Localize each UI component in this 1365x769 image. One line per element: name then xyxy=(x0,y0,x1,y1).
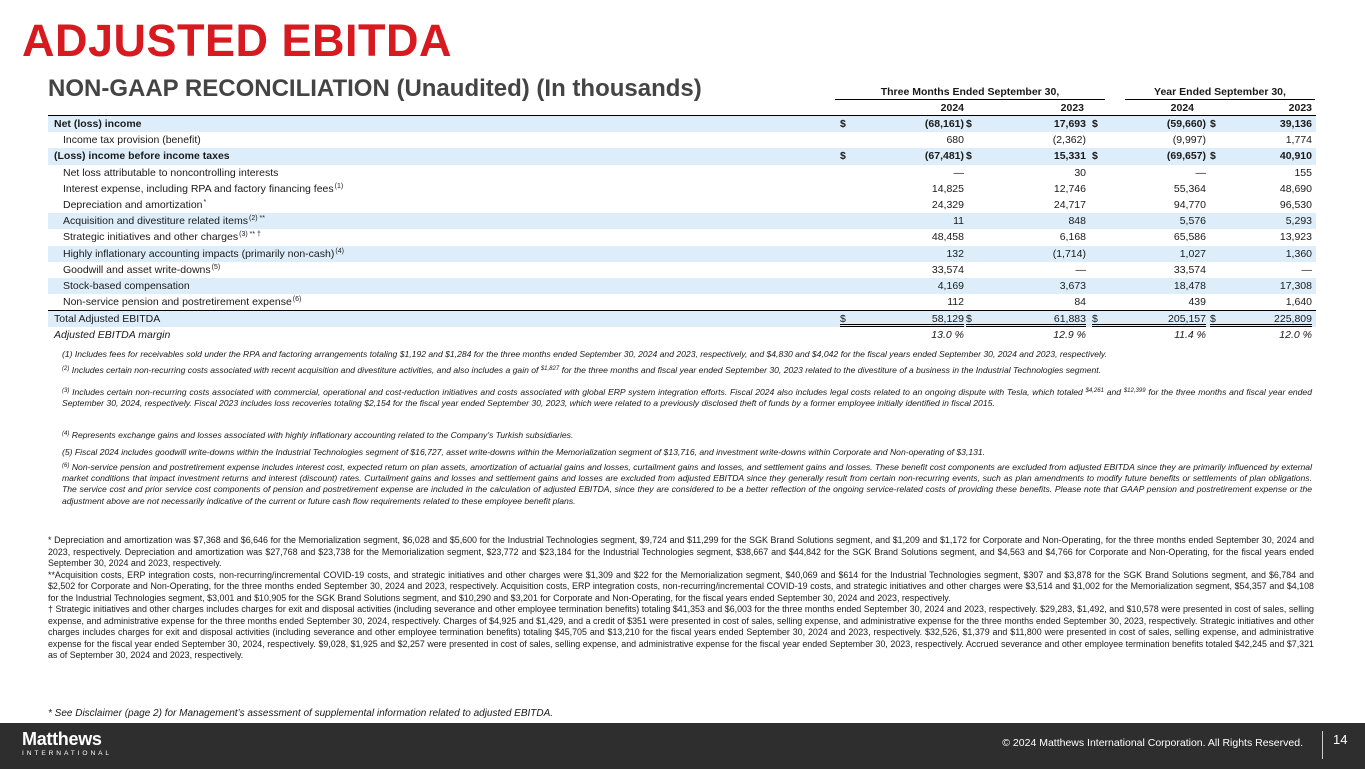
cell-value: 1,774 xyxy=(1285,134,1312,147)
value-cell xyxy=(840,165,964,181)
currency-symbol: $ xyxy=(1092,313,1098,326)
note-acquisition: **Acquisition costs, ERP integration costs, non-recurring/incremental COVID-19 costs, and strategic initiatives and other charges were $1,309 and $22 for the Memorialization segment, $40,069 and $614 for the Industrial Technologies segment, $307 and $3,878 for the SGK Brand Solutions segment, and $6,784 and $2,502 for Corporate and Non-Operating, for the three months ended September 30, 2024 and 2023, respectively. Acquisition costs, ERP integration costs, non-recurring/incremental COVID-19 costs, and strategic initiatives and other charges were $3,514 and $1,002 for the Memorialization segment, $54,357 and $4,108 for the Industrial Technologies segment, $3,001 and $10,905 for the SGK Brand Solutions segment, and $10,290 and $3,201 for Corporate and Non-Operating, for the fiscal years ended September 30, 2024 and 2023, respectively. xyxy=(48,569,1314,603)
cell-value: 132 xyxy=(946,247,964,260)
value-cell xyxy=(966,278,1086,294)
footnote-3 xyxy=(62,387,1312,409)
footnote-ref: * xyxy=(203,198,207,206)
value-cell xyxy=(1210,229,1312,245)
cell-value: 30 xyxy=(1074,166,1086,179)
footnote-text: for the three months and fiscal year ended September 30, 2023 related to the divestiture of a business in the Industrial Technologies segment. xyxy=(559,365,1102,375)
footnote-marker: (6) xyxy=(62,463,70,469)
currency-symbol: $ xyxy=(1092,118,1098,130)
cell-value: (59,660) xyxy=(1166,118,1206,130)
currency-symbol: $ xyxy=(840,150,846,163)
period-header-year: Year Ended September 30, xyxy=(1125,86,1315,100)
cell-value: 14,825 xyxy=(931,182,964,195)
value-cell xyxy=(840,229,964,245)
cell-value: 5,293 xyxy=(1285,215,1312,228)
value-cell xyxy=(1092,229,1206,245)
logo-name: Matthews xyxy=(22,729,102,749)
cell-value: — xyxy=(953,166,964,179)
row-label xyxy=(54,311,160,327)
table-row xyxy=(48,116,1316,132)
value-cell xyxy=(840,246,964,262)
row-label-text: Non-service pension and postretirement expense xyxy=(63,296,292,309)
currency-symbol: $ xyxy=(1210,150,1216,163)
cell-value: 6,168 xyxy=(1059,231,1086,244)
cell-value: 24,717 xyxy=(1053,198,1086,211)
currency-symbol: $ xyxy=(840,313,846,326)
cell-value: 680 xyxy=(946,134,964,147)
row-label-text: Income tax provision (benefit) xyxy=(63,134,201,147)
value-cell xyxy=(1210,197,1312,213)
value-cell xyxy=(966,181,1086,197)
value-cell xyxy=(840,132,964,148)
cell-value: 84 xyxy=(1074,296,1086,309)
cell-value: (69,657) xyxy=(1166,150,1206,163)
table-row xyxy=(48,327,1316,343)
footer xyxy=(0,723,1365,769)
table-row xyxy=(48,213,1316,229)
cell-value: 40,910 xyxy=(1279,150,1312,163)
value-cell xyxy=(1092,181,1206,197)
value-cell xyxy=(840,327,964,343)
cell-value: — xyxy=(1195,166,1206,179)
value-cell xyxy=(1092,262,1206,278)
value-cell xyxy=(1092,165,1206,181)
value-cell xyxy=(966,132,1086,148)
row-label xyxy=(54,116,142,132)
table-row xyxy=(48,294,1316,310)
row-label-text: Strategic initiatives and other charges xyxy=(63,231,239,244)
value-cell xyxy=(1092,278,1206,294)
value-cell xyxy=(1092,132,1206,148)
cell-value: 1,027 xyxy=(1179,247,1206,260)
value-cell xyxy=(840,311,964,327)
row-label xyxy=(63,132,201,148)
cell-value: 65,586 xyxy=(1173,231,1206,244)
row-label-text: Acquisition and divestiture related items xyxy=(63,215,249,228)
value-cell xyxy=(840,262,964,278)
value-cell xyxy=(1092,197,1206,213)
value-cell xyxy=(1210,213,1312,229)
cell-value: 4,169 xyxy=(937,279,964,292)
currency-symbol: $ xyxy=(966,118,972,130)
footnote-1: (1) Includes fees for receivables sold under the RPA and factoring arrangements totaling $1,192 and $1,284 for the three months ended September 30, 2024 and 2023, respectively, and $4,830 and $4,042 for the fiscal years ended September 30, 2024 and 2023, respectively. xyxy=(62,349,1107,359)
footnote-ref: (3) ** † xyxy=(239,231,261,239)
cell-value: 12.9 % xyxy=(1053,329,1086,342)
year-header: 2023 xyxy=(1060,102,1084,114)
value-cell xyxy=(966,116,1086,132)
currency-symbol: $ xyxy=(966,150,972,163)
row-label xyxy=(54,327,170,343)
table-row xyxy=(48,181,1316,197)
value-cell xyxy=(966,197,1086,213)
year-header-row xyxy=(48,99,1316,116)
supplemental-notes xyxy=(48,535,1314,662)
table-row xyxy=(48,262,1316,278)
footer-divider xyxy=(1322,731,1323,759)
value-cell xyxy=(840,181,964,197)
period-header-row xyxy=(48,84,1316,99)
cell-value: 11.4 % xyxy=(1174,329,1206,342)
footnote-amount: $12,399 xyxy=(1123,388,1146,394)
row-label xyxy=(63,197,206,213)
value-cell xyxy=(1210,165,1312,181)
table-body xyxy=(48,116,1316,344)
year-header: 2024 xyxy=(1170,102,1194,114)
row-label-text: Total Adjusted EBITDA xyxy=(54,313,161,326)
row-label-text: Net (loss) income xyxy=(54,118,142,130)
table-row xyxy=(48,165,1316,181)
row-label-text: Interest expense, including RPA and factory financing fees xyxy=(63,182,334,195)
cell-value: 48,458 xyxy=(931,231,964,244)
cell-value: 96,530 xyxy=(1279,198,1312,211)
cell-value: — xyxy=(1075,263,1086,276)
currency-symbol: $ xyxy=(1092,150,1098,163)
logo-subtitle: INTERNATIONAL xyxy=(22,750,112,757)
cell-value: (68,161) xyxy=(924,118,964,130)
value-cell xyxy=(966,294,1086,310)
footnote-amount: $4,261 xyxy=(1085,388,1104,394)
row-label-text: Goodwill and asset write-downs xyxy=(63,263,211,276)
year-header: 2024 xyxy=(940,102,964,114)
value-cell xyxy=(1210,148,1312,164)
disclaimer: * See Disclaimer (page 2) for Management’s assessment of supplemental information related to adjusted EBITDA. xyxy=(48,708,554,719)
cell-value: 225,809 xyxy=(1274,313,1312,326)
value-cell xyxy=(840,148,964,164)
row-label-text: Depreciation and amortization xyxy=(63,198,203,211)
value-cell xyxy=(840,116,964,132)
row-label xyxy=(63,229,261,245)
value-cell xyxy=(1092,311,1206,327)
table-row xyxy=(48,310,1316,327)
footnote-ref: (1) xyxy=(334,182,344,190)
value-cell xyxy=(1092,294,1206,310)
value-cell xyxy=(1210,246,1312,262)
value-cell xyxy=(966,165,1086,181)
page-number: 14 xyxy=(1333,732,1348,747)
row-label xyxy=(63,213,265,229)
value-cell xyxy=(1092,327,1206,343)
value-cell xyxy=(1092,116,1206,132)
value-cell xyxy=(840,294,964,310)
cell-value: 17,693 xyxy=(1053,118,1086,130)
reconciliation-table xyxy=(48,84,1316,344)
note-depreciation: * Depreciation and amortization was $7,368 and $6,646 for the Memorialization segment, $6,028 and $5,600 for the Industrial Technologies segment, $9,724 and $11,299 for the SGK Brand Solutions segment, and $1,209 and $1,172 for Corporate and Non-Operating, for the three months ended September 30, 2024 and 2023, respectively. Depreciation and amortization was $27,768 and $23,738 for the Memorialization segment, $23,772 and $23,184 for the Industrial Technologies segment, $38,667 and $44,842 for the SGK Brand Solutions segment, and $4,563 and $4,766 for Corporate and Non-Operating, for the fiscal years ended September 30, 2024 and 2023, respectively. xyxy=(48,535,1314,568)
table-row xyxy=(48,229,1316,245)
currency-symbol: $ xyxy=(840,118,846,130)
cell-value: 24,329 xyxy=(931,198,964,211)
cell-value: 12,746 xyxy=(1053,182,1086,195)
currency-symbol: $ xyxy=(966,313,972,326)
value-cell xyxy=(1092,246,1206,262)
cell-value: 39,136 xyxy=(1279,118,1312,130)
cell-value: 112 xyxy=(947,296,964,309)
cell-value: 1,360 xyxy=(1285,247,1312,260)
row-label xyxy=(63,181,343,197)
cell-value: 55,364 xyxy=(1173,182,1206,195)
cell-value: 11 xyxy=(953,215,964,228)
cell-value: 17,308 xyxy=(1279,279,1312,292)
footnote-text: Non-service pension and postretirement expense includes interest cost, expected return on plan assets, amortization of actuarial gains and losses, curtailment gains and losses, and settlement gains and losses. These benefit cost components are excluded from adjusted EBITDA since they are primarily influenced by external market conditions that impact investment returns and interest (discount) rates. Curtailment gains and losses and settlement gains and losses are excluded from adjusted EBITDA since they generally result from certain non-recurring events, such as plan amendments to modify future benefits or settlements of plan obligations. The service cost and prior service cost components of pension and postretirement expense are included in the calculation of adjusted EBITDA, since they are considered to be a better reflection of the ongoing service-related costs of providing these benefits. Please note that GAAP pension and postretirement expense or the adjustment above are not necessarily indicative of the current or future cash flow requirements related to these employee benefit plans. xyxy=(62,462,1312,506)
cell-value: 33,574 xyxy=(931,263,964,276)
cell-value: 155 xyxy=(1294,166,1312,179)
cell-value: 18,478 xyxy=(1173,279,1206,292)
footnote-amount: $1,827 xyxy=(540,366,560,372)
table-row xyxy=(48,132,1316,148)
cell-value: 33,574 xyxy=(1173,263,1206,276)
year-header: 2023 xyxy=(1288,102,1312,114)
currency-symbol: $ xyxy=(1210,118,1216,130)
value-cell xyxy=(1210,278,1312,294)
table-row xyxy=(48,246,1316,262)
cell-value: 3,673 xyxy=(1059,279,1086,292)
cell-value: (67,481) xyxy=(924,150,964,163)
cell-value: 439 xyxy=(1188,296,1206,309)
cell-value: (2,362) xyxy=(1052,134,1086,147)
page-title: ADJUSTED EBITDA xyxy=(22,15,453,66)
footnote-ref: (4) xyxy=(335,247,344,255)
value-cell xyxy=(966,213,1086,229)
value-cell xyxy=(966,262,1086,278)
table-row xyxy=(48,278,1316,294)
value-cell xyxy=(1210,116,1312,132)
cell-value: 12.0 % xyxy=(1279,329,1312,342)
row-label-text: Adjusted EBITDA margin xyxy=(54,329,171,342)
cell-value: 205,157 xyxy=(1168,313,1206,326)
cell-value: 94,770 xyxy=(1173,198,1206,211)
cell-value: 1,640 xyxy=(1285,296,1312,309)
row-label-text: Net loss attributable to noncontrolling interests xyxy=(63,166,279,179)
footnote-ref: (2) ** xyxy=(249,215,265,223)
value-cell xyxy=(966,246,1086,262)
cell-value: (9,997) xyxy=(1172,134,1206,147)
footnote-ref: (6) xyxy=(292,296,302,304)
row-label xyxy=(63,278,190,294)
value-cell xyxy=(966,311,1086,327)
footnote-4 xyxy=(62,430,1312,441)
value-cell xyxy=(1210,327,1312,343)
footnote-text: Represents exchange gains and losses associated with highly inflationary accounting related to the Company's Turkish subsidiaries. xyxy=(69,430,574,440)
company-logo xyxy=(22,729,112,759)
value-cell xyxy=(840,213,964,229)
cell-value: — xyxy=(1301,263,1312,276)
row-label xyxy=(54,148,230,164)
cell-value: 848 xyxy=(1068,215,1086,228)
value-cell xyxy=(966,229,1086,245)
period-header-three-months: Three Months Ended September 30, xyxy=(835,86,1105,100)
footnote-marker: (3) xyxy=(62,388,70,394)
footnote-text: Includes certain non-recurring costs associated with commercial, operational and cost-reduction initiatives and costs associated with global ERP system integration efforts. Fiscal 2024 also includes legal costs related to an ongoing dispute with Tesla, which totaled xyxy=(69,387,1086,397)
cell-value: 13.0 % xyxy=(931,329,964,342)
cell-value: 58,129 xyxy=(931,313,964,326)
value-cell xyxy=(840,197,964,213)
cell-value: 5,576 xyxy=(1179,215,1206,228)
row-label xyxy=(63,262,220,278)
row-label-text: Highly inflationary accounting impacts (primarily non-cash) xyxy=(63,247,335,260)
row-label-text: Stock-based compensation xyxy=(63,279,190,292)
value-cell xyxy=(1092,148,1206,164)
footnote-2 xyxy=(62,365,1312,376)
currency-symbol: $ xyxy=(1210,313,1216,326)
value-cell xyxy=(1210,262,1312,278)
footnote-marker: (2) xyxy=(62,366,70,372)
footnote-text: Includes certain non-recurring costs associated with recent acquisition and divestiture activities, and also includes a gain of xyxy=(69,365,541,375)
row-label xyxy=(63,165,278,181)
cell-value: 61,883 xyxy=(1053,313,1086,326)
copyright: © 2024 Matthews International Corporation. All Rights Reserved. xyxy=(1002,737,1303,749)
footnote-5: (5) Fiscal 2024 includes goodwill write-downs within the Industrial Technologies segment of $16,727, asset write-downs within the Memorialization segment of $13,716, and investment write-downs within Corporate and Non-operating of $3,131. xyxy=(62,447,986,457)
value-cell xyxy=(1210,311,1312,327)
note-strategic: † Strategic initiatives and other charges includes charges for exit and disposal activities (including severance and other employee termination benefits) totaling $41,353 and $6,003 for the three months ended September 30, 2024 and 2023, respectively. $29,283, $1,492, and $10,578 were presented in cost of sales, selling expense, and administrative expense for the three months ended September 30, 2024, respectively. Charges of $4,925 and $1,429, and a credit of $351 were presented in cost of sales, selling expense, and administrative expense for the three months ended September 30, 2023, respectively. Strategic initiatives and other charges includes charges for exit and disposal activities (including severance and other employee termination benefits) totaling $45,705 and $13,210 for the fiscal years ended September 30, 2024 and 2023, respectively. $32,526, $1,379 and $11,800 were presented in cost of sales, selling expense, and administrative expense for the fiscal year ended September 30, 2024, respectively. $9,028, $1,925 and $2,257 were presented in cost of sales, selling expense, and administrative expense for the fiscal year ended September 30, 2023, respectively. Accrued severance and other employee termination benefits totaled $42,245 and $7,321 as of September 30, 2024 and 2023, respectively. xyxy=(48,604,1314,660)
cell-value: 15,331 xyxy=(1053,150,1086,163)
value-cell xyxy=(966,327,1086,343)
value-cell xyxy=(1210,132,1312,148)
value-cell xyxy=(1210,294,1312,310)
footnote-ref: (5) xyxy=(211,263,221,271)
table-row xyxy=(48,197,1316,213)
row-label xyxy=(63,246,344,262)
footnote-text: and xyxy=(1103,387,1124,397)
cell-value: 13,923 xyxy=(1279,231,1312,244)
value-cell xyxy=(840,278,964,294)
page-subtitle: NON-GAAP RECONCILIATION (Unaudited) (In thousands) xyxy=(48,75,702,102)
table-row xyxy=(48,148,1316,164)
row-label xyxy=(63,294,301,310)
value-cell xyxy=(1092,213,1206,229)
cell-value: 48,690 xyxy=(1279,182,1312,195)
footnote-6 xyxy=(62,462,1312,507)
value-cell xyxy=(1210,181,1312,197)
value-cell xyxy=(966,148,1086,164)
footnote-text: for the three months and fiscal year ended September 30, 2024, respectively. Fiscal 2023 includes loss recoveries totaling $2,154 for the fiscal year ended September 30, 2023, which were related to a previously disclosed theft of funds by a former employee initially identified in fiscal 2015. xyxy=(62,387,1312,409)
row-label-text: (Loss) income before income taxes xyxy=(54,150,230,163)
footnote-marker: (4) xyxy=(62,431,70,437)
cell-value: (1,714) xyxy=(1052,247,1086,260)
